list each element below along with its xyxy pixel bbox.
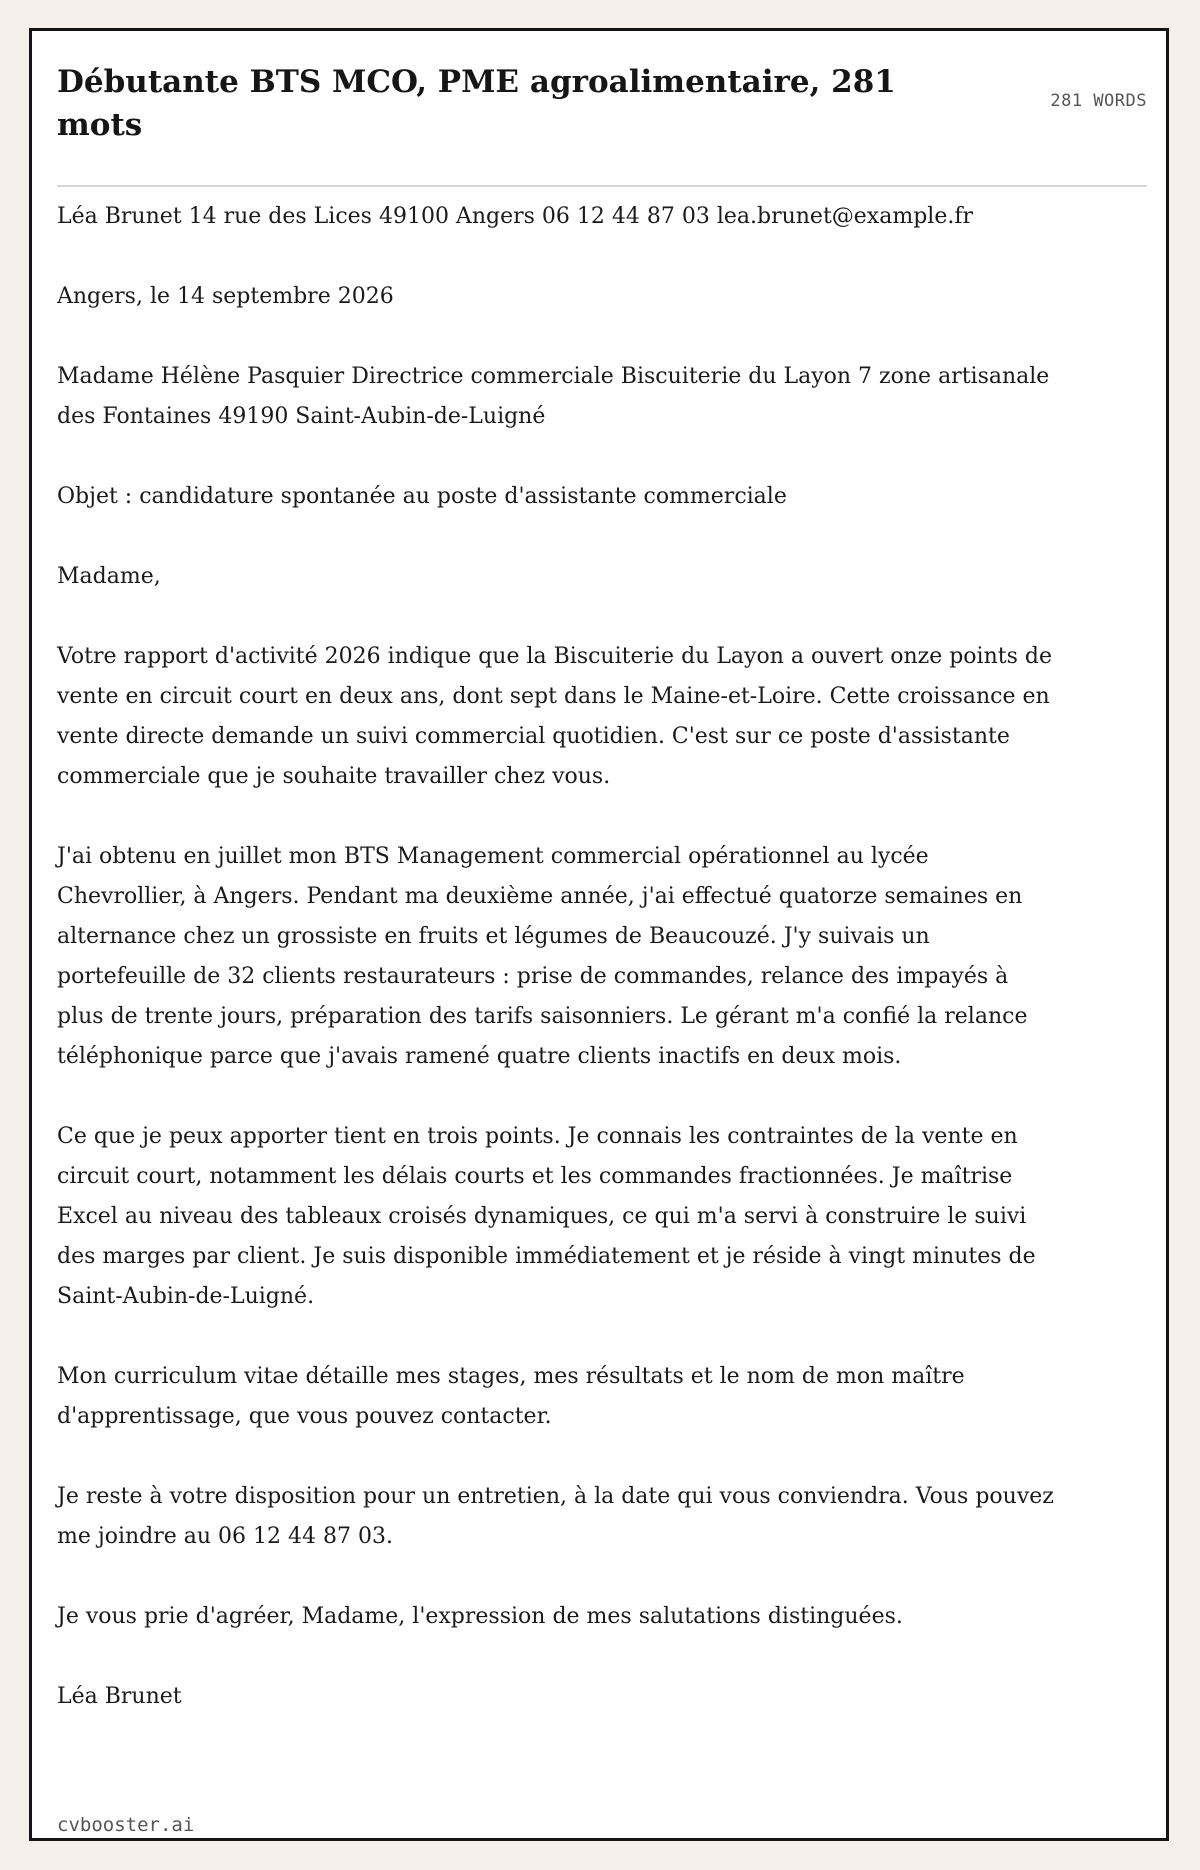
signature: Léa Brunet (57, 1684, 182, 1709)
closing-formula: Je vous prie d'agréer, Madame, l'expression de mes salutations distinguées. (57, 1604, 903, 1629)
word-count-label: 281 WORDS (1050, 91, 1147, 111)
body-paragraph-4: Mon curriculum vitae détaille mes stages, mes résultats et le nom de mon maître d'apprentissage, que vous pouvez contacter. (57, 1364, 965, 1429)
letter-card (29, 28, 1169, 1841)
footer-brand: cvbooster.ai (57, 1814, 195, 1836)
recipient-block: Madame Hélène Pasquier Directrice commerciale Biscuiterie du Layon 7 zone artisanale des Fontaines 49190 Saint-Aubin-de-Luigné (57, 364, 1050, 429)
letter-header (57, 53, 1147, 187)
salutation: Madame, (57, 564, 161, 589)
letter-body (57, 197, 1057, 1717)
body-paragraph-3: Ce que je peux apporter tient en trois points. Je connais les contraintes de la vente en circuit court, notamment les délais courts et les commandes fractionnées. Je maîtrise Excel au niveau des tableaux croisés dynamiques, ce qui m'a servi à construire le suivi des marges par client. Je suis disponible immédiatement et je réside à vingt minutes de Saint-Aubin-de-Luigné. (57, 1124, 1036, 1309)
sender-block: Léa Brunet 14 rue des Lices 49100 Angers 06 12 44 87 03 lea.brunet@example.fr (57, 204, 973, 229)
body-paragraph-1: Votre rapport d'activité 2026 indique que la Biscuiterie du Layon a ouvert onze points de vente en circuit court en deux ans, dont sept dans le Maine-et-Loire. Cette croissance en vente directe demande un suivi commercial quotidien. C'est sur ce poste d'assistante commerciale que je souhaite travailler chez vous. (57, 644, 1052, 789)
place-date: Angers, le 14 septembre 2026 (57, 284, 394, 309)
page-title: Débutante BTS MCO, PME agroalimentaire, 281 mots (57, 64, 896, 143)
body-paragraph-5: Je reste à votre disposition pour un entretien, à la date qui vous conviendra. Vous pouvez me joindre au 06 12 44 87 03. (57, 1484, 1054, 1549)
subject-line: Objet : candidature spontanée au poste d'assistante commerciale (57, 484, 787, 509)
body-paragraph-2: J'ai obtenu en juillet mon BTS Management commercial opérationnel au lycée Chevrollier, à Angers. Pendant ma deuxième année, j'ai effectué quatorze semaines en alternance chez un grossiste en fruits et légumes de Beaucouzé. J'y suivais un portefeuille de 32 clients restaurateurs : prise de commandes, relance des impayés à plus de trente jours, préparation des tarifs saisonniers. Le gérant m'a confié la relance téléphonique parce que j'avais ramené quatre clients inactifs en deux mois. (57, 844, 1028, 1069)
